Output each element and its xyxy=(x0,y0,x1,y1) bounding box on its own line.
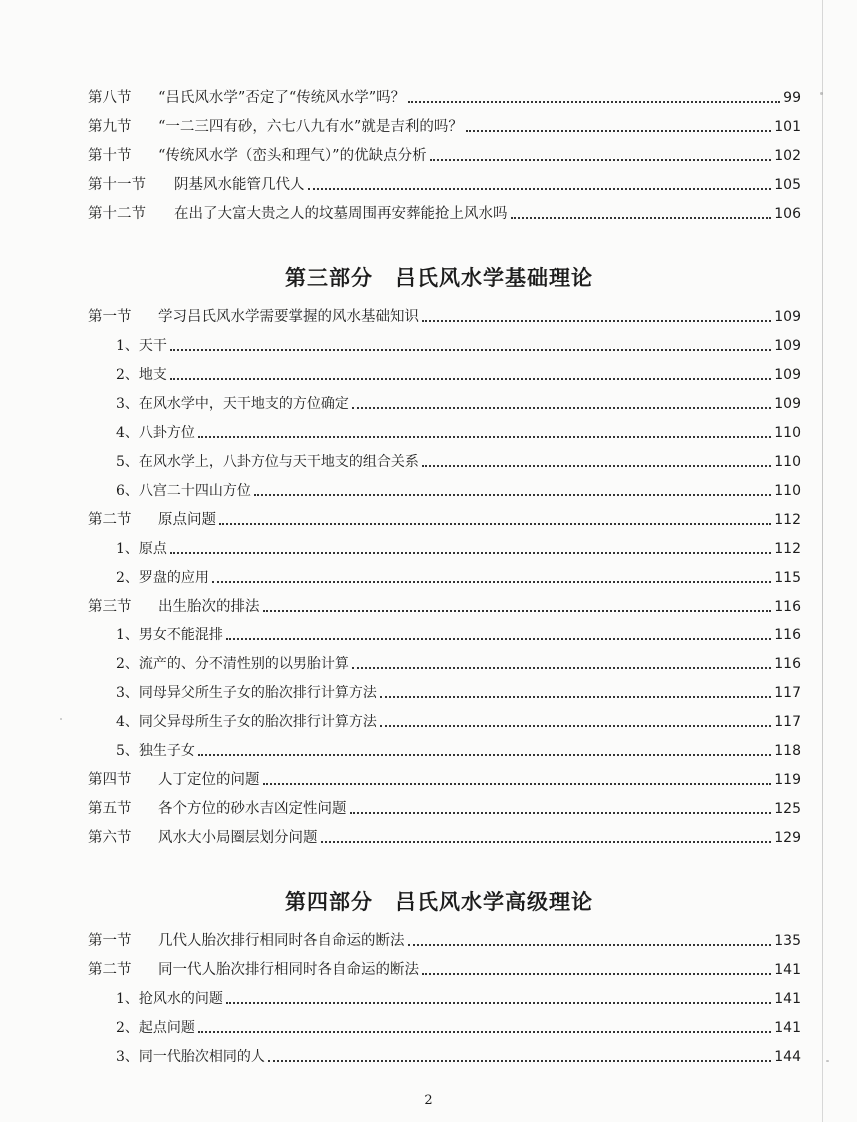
subsection-title: 男女不能混排 xyxy=(138,627,223,643)
subsection-number: 5、 xyxy=(116,454,139,470)
toc-entry[interactable] xyxy=(88,200,801,224)
subsection-number: 1、 xyxy=(116,627,139,643)
leader-dots xyxy=(352,407,771,409)
leader-dots xyxy=(170,378,771,380)
subsection-number: 1、 xyxy=(116,991,139,1007)
leader-dots xyxy=(263,610,772,612)
page-ref: 116 xyxy=(774,599,801,615)
section-number: 第六节 xyxy=(88,830,132,846)
subsection-title: 在风水学上，八卦方位与天干地支的组合关系 xyxy=(138,454,419,470)
section-title: 原点问题 xyxy=(158,512,216,528)
subsection-title: 在风水学中，天干地支的方位确定 xyxy=(138,396,349,412)
page-ref: 112 xyxy=(774,512,801,528)
section-title: “传统风水学（峦头和理气）”的优缺点分析 xyxy=(158,148,427,164)
page-ref: 99 xyxy=(783,90,801,106)
toc-subentry[interactable] xyxy=(116,708,801,732)
page-ref: 141 xyxy=(774,1020,801,1036)
toc-entry[interactable] xyxy=(88,927,801,951)
leader-dots xyxy=(226,1002,771,1004)
toc-subentry[interactable] xyxy=(116,737,801,761)
subsection-title: 流产的、分不清性别的以男胎计算 xyxy=(138,656,349,672)
section-title: 学习吕氏风水学需要掌握的风水基础知识 xyxy=(158,309,419,325)
page-ref: 119 xyxy=(774,772,801,788)
toc-entry[interactable] xyxy=(88,824,801,848)
leader-dots xyxy=(422,465,771,467)
toc-subentry[interactable] xyxy=(116,361,801,385)
scan-edge-line xyxy=(822,0,823,1122)
subsection-number: 3、 xyxy=(116,1049,139,1065)
scan-speck xyxy=(60,718,62,720)
leader-dots xyxy=(380,696,771,698)
section-title: 几代人胎次排行相同时各自命运的断法 xyxy=(158,933,405,949)
page-ref: 118 xyxy=(774,743,801,759)
section-number: 第十一节 xyxy=(88,177,146,193)
section-title: 同一代人胎次排行相同时各自命运的断法 xyxy=(158,962,419,978)
subsection-number: 6、 xyxy=(116,483,139,499)
leader-dots xyxy=(422,973,771,975)
subsection-title: 同母异父所生子女的胎次排行计算方法 xyxy=(138,685,377,701)
subsection-title: 同一代胎次相同的人 xyxy=(138,1049,265,1065)
section-title: 风水大小局圈层划分问题 xyxy=(158,830,318,846)
page-ref: 115 xyxy=(774,570,801,586)
section-title: “吕氏风水学”否定了“传统风水学”吗？ xyxy=(158,90,406,106)
page-ref: 125 xyxy=(774,801,801,817)
page-number: 2 xyxy=(424,1093,433,1108)
toc-subentry[interactable] xyxy=(116,650,801,674)
section-number: 第九节 xyxy=(88,119,132,135)
section-number: 第三节 xyxy=(88,599,132,615)
leader-dots xyxy=(226,638,771,640)
toc-subentry[interactable] xyxy=(116,621,801,645)
toc-subentry[interactable] xyxy=(116,332,801,356)
page-ref: 109 xyxy=(774,396,801,412)
toc-subentry[interactable] xyxy=(116,535,801,559)
section-title: 各个方位的砂水吉凶定性问题 xyxy=(158,801,347,817)
page-ref: 135 xyxy=(774,933,801,949)
leader-dots xyxy=(170,349,771,351)
leader-dots xyxy=(263,783,772,785)
subsection-title: 天干 xyxy=(138,338,167,354)
toc-subentry[interactable] xyxy=(116,390,801,414)
page-ref: 116 xyxy=(774,627,801,643)
leader-dots xyxy=(198,436,771,438)
toc-entry[interactable] xyxy=(88,795,801,819)
subsection-title: 同父异母所生子女的胎次排行计算方法 xyxy=(138,714,377,730)
leader-dots xyxy=(350,812,772,814)
toc-entry[interactable] xyxy=(88,142,801,166)
part-title: 第四部分 吕氏风水学高级理论 xyxy=(285,889,593,914)
leader-dots xyxy=(170,552,771,554)
section-number: 第五节 xyxy=(88,801,132,817)
leader-dots xyxy=(352,667,771,669)
toc-subentry[interactable] xyxy=(116,1043,801,1067)
leader-dots xyxy=(408,944,772,946)
toc-subentry[interactable] xyxy=(116,564,801,588)
toc-entry[interactable] xyxy=(88,593,801,617)
page-ref: 102 xyxy=(774,148,801,164)
page-ref: 117 xyxy=(774,685,801,701)
subsection-number: 3、 xyxy=(116,396,139,412)
page-ref: 106 xyxy=(774,206,801,222)
page-ref: 109 xyxy=(774,338,801,354)
section-number: 第十二节 xyxy=(88,206,146,222)
subsection-number: 2、 xyxy=(116,1020,139,1036)
subsection-title: 地支 xyxy=(138,367,167,383)
section-title: 出生胎次的排法 xyxy=(158,599,260,615)
subsection-title: 抢风水的问题 xyxy=(138,991,223,1007)
subsection-title: 原点 xyxy=(138,541,167,557)
leader-dots xyxy=(219,523,771,525)
section-number: 第二节 xyxy=(88,512,132,528)
page-ref: 109 xyxy=(774,367,801,383)
toc-entry[interactable] xyxy=(88,113,801,137)
section-number: 第一节 xyxy=(88,933,132,949)
leader-dots xyxy=(430,159,772,161)
leader-dots xyxy=(198,1031,771,1033)
toc-entry[interactable] xyxy=(88,956,801,980)
leader-dots xyxy=(254,494,771,496)
leader-dots xyxy=(198,754,771,756)
leader-dots xyxy=(308,188,772,190)
toc-entry[interactable] xyxy=(88,766,801,790)
section-number: 第一节 xyxy=(88,309,132,325)
toc-subentry[interactable] xyxy=(116,985,801,1009)
subsection-number: 3、 xyxy=(116,685,139,701)
subsection-title: 起点问题 xyxy=(138,1020,195,1036)
leader-dots xyxy=(321,841,772,843)
section-title: 人丁定位的问题 xyxy=(158,772,260,788)
section-number: 第二节 xyxy=(88,962,132,978)
page-ref: 101 xyxy=(774,119,801,135)
page-ref: 105 xyxy=(774,177,801,193)
toc-subentry[interactable] xyxy=(116,448,801,472)
subsection-title: 罗盘的应用 xyxy=(138,570,209,586)
leader-dots xyxy=(422,320,771,322)
subsection-number: 1、 xyxy=(116,541,139,557)
toc-subentry[interactable] xyxy=(116,1014,801,1038)
part-title: 第三部分 吕氏风水学基础理论 xyxy=(285,265,593,290)
subsection-title: 八宫二十四山方位 xyxy=(138,483,251,499)
toc-subentry[interactable] xyxy=(116,679,801,703)
toc-subentry[interactable] xyxy=(116,419,801,443)
page-ref: 112 xyxy=(774,541,801,557)
leader-dots xyxy=(408,101,780,103)
subsection-title: 八卦方位 xyxy=(138,425,195,441)
page-ref: 144 xyxy=(774,1049,801,1065)
section-title: “一二三四有砂，六七八九有水”就是吉利的吗？ xyxy=(158,119,463,135)
toc-entry[interactable] xyxy=(88,171,801,195)
page-ref: 129 xyxy=(774,830,801,846)
subsection-title: 独生子女 xyxy=(138,743,195,759)
section-number: 第四节 xyxy=(88,772,132,788)
toc-subentry[interactable] xyxy=(116,477,801,501)
leader-dots xyxy=(268,1060,771,1062)
page-ref: 117 xyxy=(774,714,801,730)
leader-dots xyxy=(380,725,771,727)
toc-entry[interactable] xyxy=(88,84,801,108)
subsection-number: 4、 xyxy=(116,425,139,441)
page-ref: 110 xyxy=(774,454,801,470)
section-number: 第十节 xyxy=(88,148,132,164)
leader-dots xyxy=(511,217,772,219)
page-ref: 141 xyxy=(774,962,801,978)
subsection-number: 2、 xyxy=(116,656,139,672)
page-ref: 110 xyxy=(774,425,801,441)
subsection-number: 1、 xyxy=(116,338,139,354)
toc-entry[interactable] xyxy=(88,506,801,530)
page-ref: 141 xyxy=(774,991,801,1007)
section-number: 第八节 xyxy=(88,90,132,106)
page-ref: 110 xyxy=(774,483,801,499)
leader-dots xyxy=(466,130,771,132)
scan-speck xyxy=(820,92,823,95)
subsection-number: 2、 xyxy=(116,570,139,586)
page-ref: 116 xyxy=(774,656,801,672)
section-title: 阴基风水能管几代人 xyxy=(174,177,305,193)
subsection-number: 5、 xyxy=(116,743,139,759)
leader-dots xyxy=(212,581,771,583)
subsection-number: 2、 xyxy=(116,367,139,383)
toc-entry[interactable] xyxy=(88,303,801,327)
scan-speck xyxy=(826,1060,829,1062)
section-title: 在出了大富大贵之人的坟墓周围再安葬能抢上风水吗 xyxy=(174,206,508,222)
subsection-number: 4、 xyxy=(116,714,139,730)
page-ref: 109 xyxy=(774,309,801,325)
